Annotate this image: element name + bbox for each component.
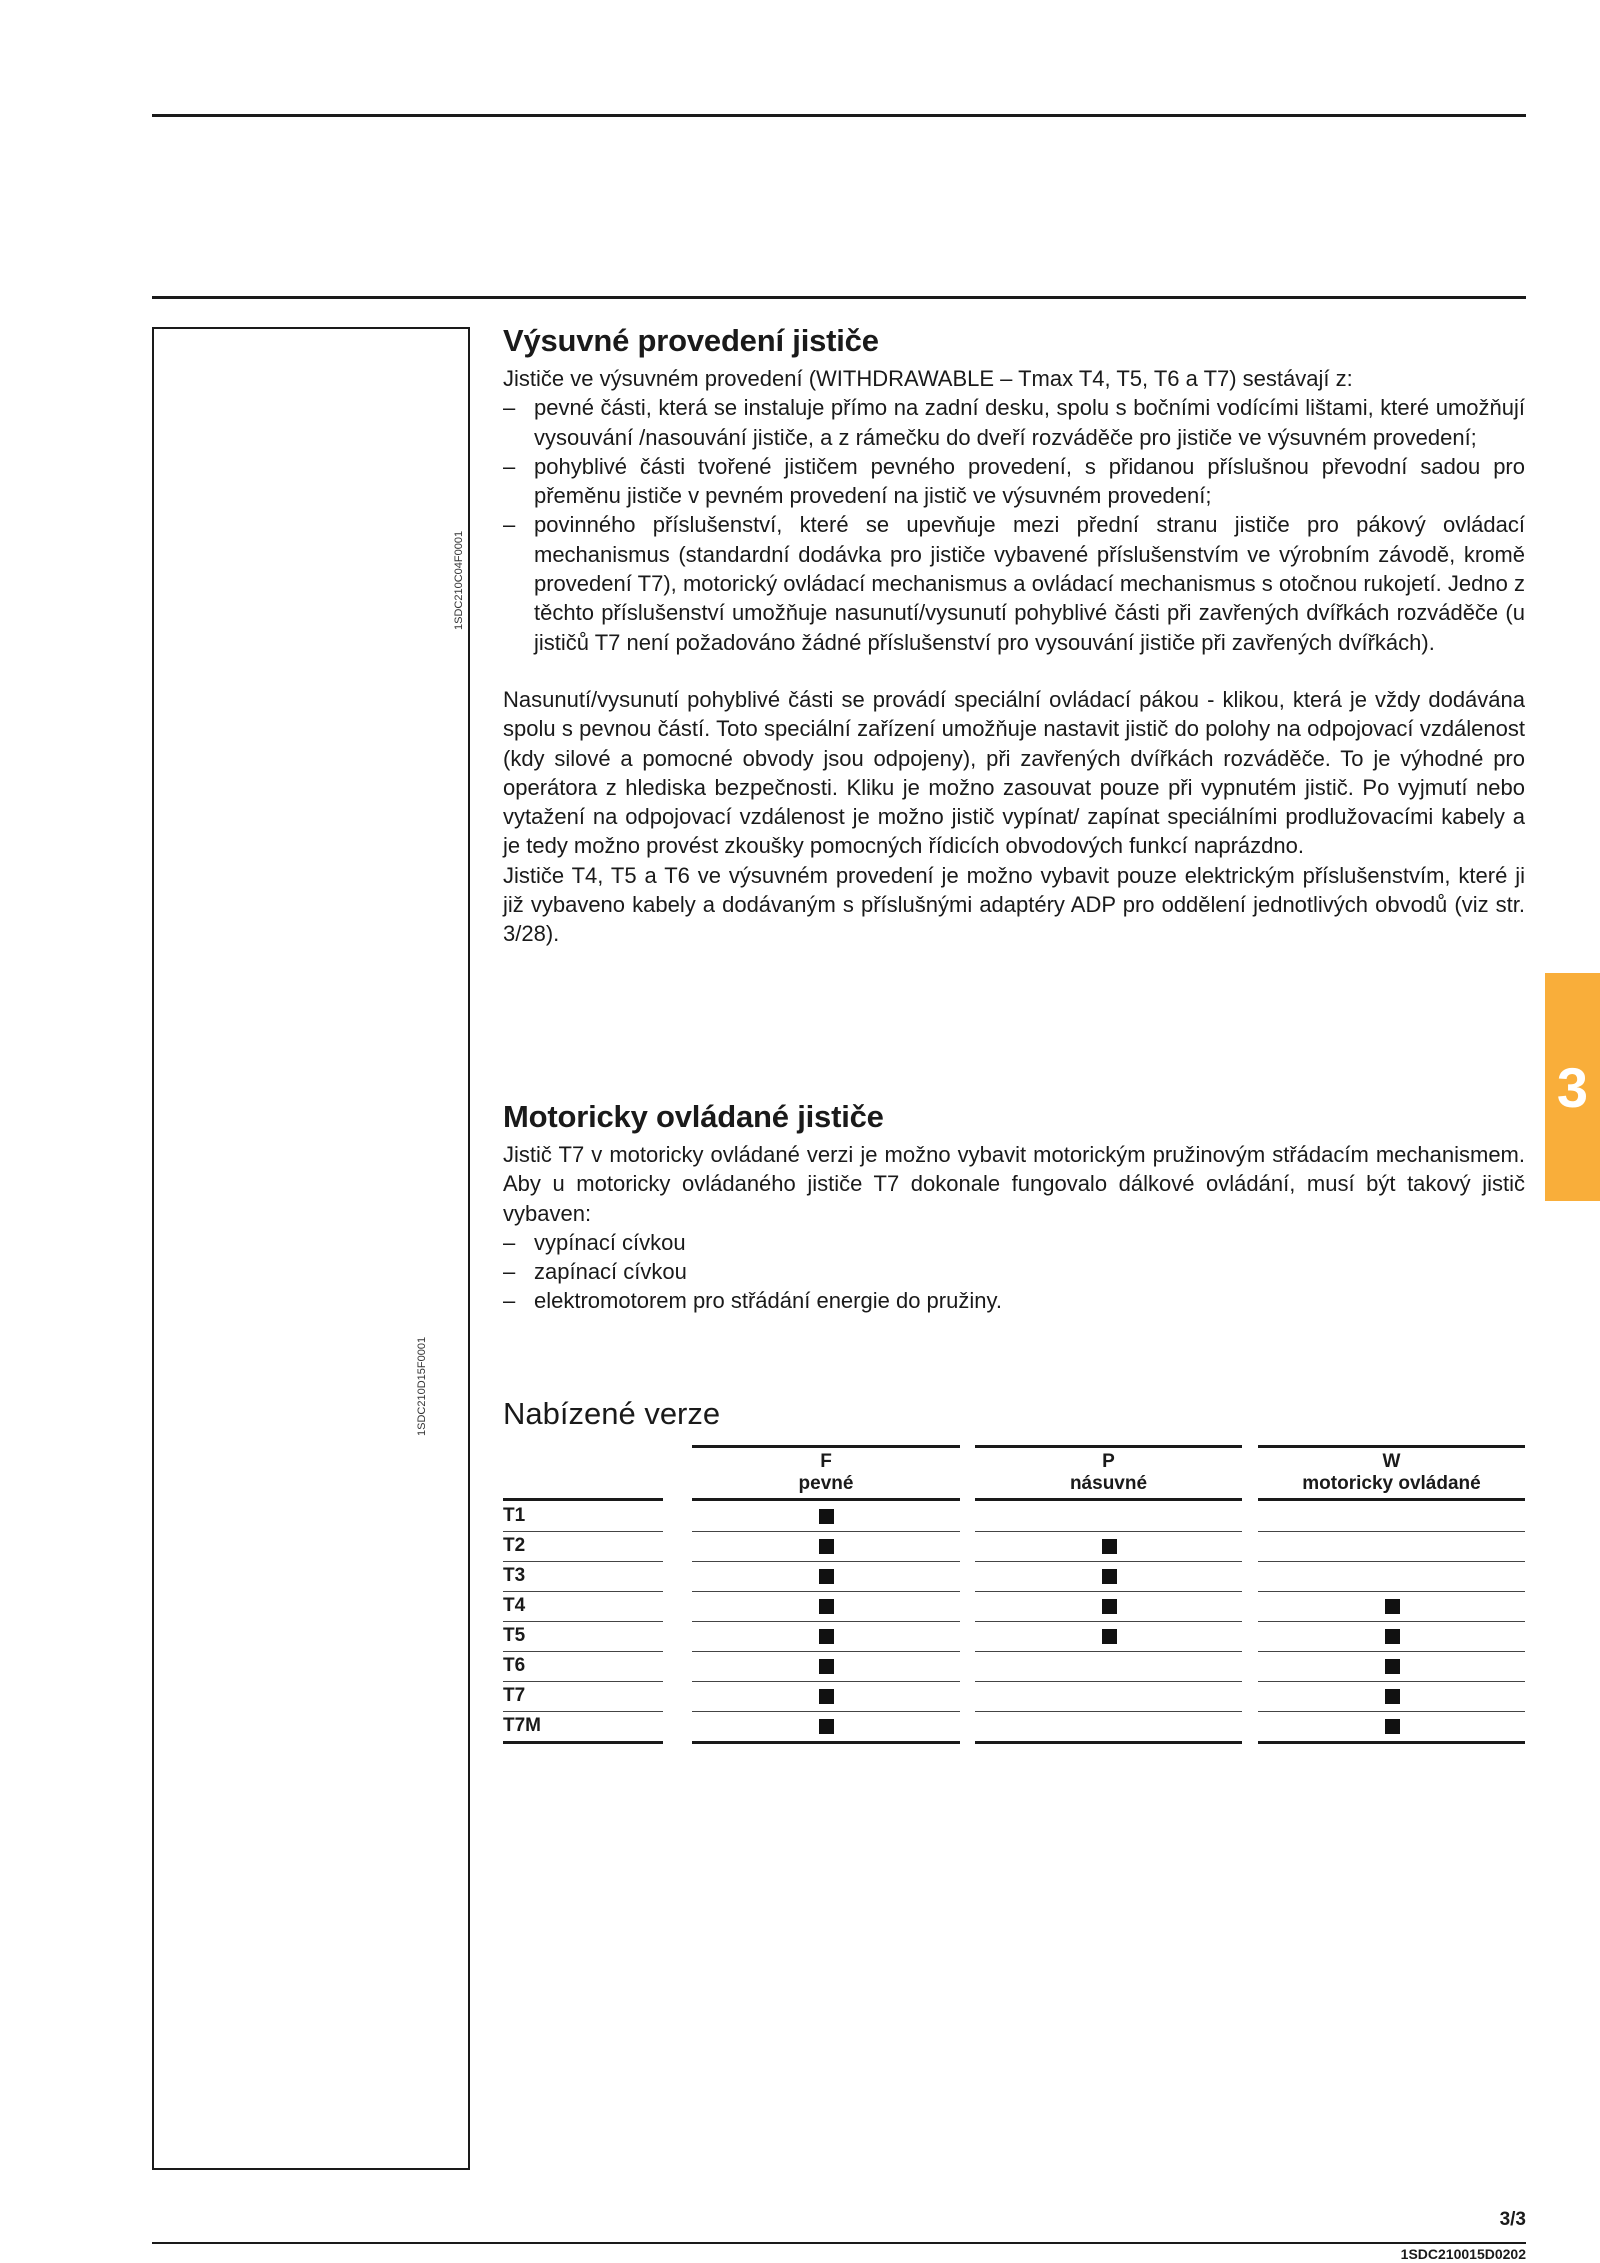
availability-mark xyxy=(819,1599,834,1614)
availability-mark xyxy=(1102,1599,1117,1614)
section-title: Nabízené verze xyxy=(503,1396,721,1431)
row-rule xyxy=(692,1531,960,1532)
row-rule xyxy=(975,1711,1242,1712)
availability-mark xyxy=(1385,1719,1400,1734)
column-label: pevné xyxy=(798,1473,854,1494)
section-intro: Jistič T7 v motoricky ovládané verzi je možno vybavit motorickým pružinovým střádacím mechanismem. Aby u motoricky ovládaného jističe T7 dokonale fungovalo dálkové ovládání, musí být takový jistič vybaven: xyxy=(503,1142,1525,1226)
availability-mark xyxy=(819,1539,834,1554)
list-item: – vypínací cívkou xyxy=(503,1228,1525,1257)
column-header-rule xyxy=(1258,1498,1525,1501)
row-rule xyxy=(975,1621,1242,1622)
section-versions xyxy=(503,1393,1525,1435)
header-rule xyxy=(152,296,1526,299)
row-rule xyxy=(692,1621,960,1622)
row-rule xyxy=(692,1651,960,1652)
list-item: – zapínací cívkou xyxy=(503,1257,1525,1286)
row-rule xyxy=(503,1711,663,1712)
column-label: násuvné xyxy=(1069,1473,1148,1494)
paragraph: Jističe T4, T5 a T6 ve výsuvném provedení je možno vybavit pouze elektrickým příslušenstvím, které ji již vybaveno kabely a dodávaným s příslušnými adaptéry ADP pro oddělení jednotlivých obvodů (viz str. 3/28). xyxy=(503,862,1525,947)
column-top-rule xyxy=(1258,1445,1525,1448)
availability-mark xyxy=(1385,1599,1400,1614)
availability-mark xyxy=(1102,1569,1117,1584)
figure-placeholder xyxy=(152,327,470,2170)
list-item: – pohyblivé části tvořené jističem pevného provedení, s přidanou příslušnou převodní sadou pro přeměnu jističe v pevném provedení na jistič ve výsuvném provedení; xyxy=(503,452,1525,511)
availability-mark xyxy=(1385,1629,1400,1644)
top-rule xyxy=(152,114,1526,117)
row-rule xyxy=(1258,1741,1525,1744)
column-label: motoricky ovládané xyxy=(1302,1473,1481,1494)
list-item: – elektromotorem pro střádání energie do pružiny. xyxy=(503,1286,1525,1315)
availability-mark xyxy=(1102,1539,1117,1554)
column-code: W xyxy=(1382,1451,1401,1472)
availability-mark xyxy=(819,1629,834,1644)
requirement-list xyxy=(503,1228,1525,1316)
list-item: – pevné části, která se instaluje přímo na zadní desku, spolu s bočními vodícími lištami, které umožňují vysouvání /nasouvání jističe, a z rámečku do dveří rozváděče pro jističe ve výsuvném provedení; xyxy=(503,393,1525,452)
row-label: T7 xyxy=(503,1685,526,1706)
figure-code: 1SDC210D15F0001 xyxy=(416,1336,428,1436)
row-rule xyxy=(503,1591,663,1592)
section-title: Výsuvné provedení jističe xyxy=(503,323,879,358)
availability-mark xyxy=(1385,1659,1400,1674)
chapter-tab xyxy=(1545,973,1600,1201)
section-motor-operated xyxy=(503,1096,1525,1316)
row-rule xyxy=(1258,1651,1525,1652)
row-rule xyxy=(503,1561,663,1562)
row-label: T4 xyxy=(503,1595,526,1616)
row-rule xyxy=(503,1651,663,1652)
row-label: T3 xyxy=(503,1565,526,1586)
paragraph: Nasunutí/vysunutí pohyblivé části se provádí speciální ovládací pákou - klikou, která je vždy dodávána spolu s pevnou částí. Toto speciální zařízení umožňuje nastavit jistič do polohy na odpojovací vzdálenost (kdy silové a pomocné obvody jsou odpojeny), při zavřených dvířkách rozváděče. To je výhodné pro operátora z hlediska bezpečnosti. Kliku je možno zasouvat pouze při vypnutém jistič. Po vyjmutí nebo vytažení na odpojovací vzdálenost je možno jistič vypínat/ zapínat speciálními prodlužovacími kabely a je tedy možno provést zkoušky pomocných řídicích obvodových funkcí naprázdno. xyxy=(503,686,1525,859)
page-number: 3/3 xyxy=(1499,2209,1526,2230)
row-rule xyxy=(975,1681,1242,1682)
row-rule xyxy=(1258,1681,1525,1682)
availability-mark xyxy=(1102,1629,1117,1644)
availability-mark xyxy=(819,1569,834,1584)
availability-mark xyxy=(819,1689,834,1704)
row-rule xyxy=(1258,1621,1525,1622)
section-withdrawable xyxy=(503,320,1525,949)
column-code: P xyxy=(1102,1451,1115,1472)
component-list xyxy=(503,393,1525,657)
section-intro: Jističe ve výsuvném provedení (WITHDRAWABLE – Tmax T4, T5, T6 a T7) sestávají z: xyxy=(503,366,1353,391)
column-header-rule xyxy=(975,1498,1242,1501)
row-rule xyxy=(692,1711,960,1712)
row-rule xyxy=(975,1651,1242,1652)
row-label: T5 xyxy=(503,1625,526,1646)
document-code: 1SDC210015D0202 xyxy=(1400,2246,1526,2262)
availability-mark xyxy=(819,1509,834,1524)
row-rule xyxy=(503,1621,663,1622)
label-header-rule xyxy=(503,1498,663,1501)
figure-code: 1SDC210C04F0001 xyxy=(453,530,465,630)
row-rule xyxy=(692,1591,960,1592)
row-rule xyxy=(1258,1591,1525,1592)
availability-mark xyxy=(819,1659,834,1674)
row-rule xyxy=(975,1741,1242,1744)
row-label: T1 xyxy=(503,1505,526,1526)
list-item: – povinného příslušenství, které se upevňuje mezi přední stranu jističe pro pákový ovládací mechanismus (standardní dodávka pro jističe vybavené příslušenstvím ve výrobním závodě, kromě provedení T7), motorický ovládací mechanismus a ovládací mechanismus s otočnou rukojetí. Jedno z těchto příslušenství umožňuje nasunutí/vysunutí pohyblivé části při zavřených dvířkách rozváděče (u jističů T7 není požadováno žádné příslušenství pro vysouvání jističe při zavřených dvířkách). xyxy=(503,510,1525,656)
row-rule xyxy=(1258,1561,1525,1562)
column-top-rule xyxy=(692,1445,960,1448)
row-rule xyxy=(1258,1531,1525,1532)
column-top-rule xyxy=(975,1445,1242,1448)
row-rule xyxy=(692,1561,960,1562)
row-label: T2 xyxy=(503,1535,526,1556)
row-label: T6 xyxy=(503,1655,526,1676)
row-rule xyxy=(692,1741,960,1744)
chapter-number: 3 xyxy=(1556,1055,1589,1119)
footer-rule xyxy=(152,2242,1526,2244)
availability-mark xyxy=(1385,1689,1400,1704)
row-label: T7M xyxy=(503,1715,541,1736)
availability-mark xyxy=(819,1719,834,1734)
section-title: Motoricky ovládané jističe xyxy=(503,1099,884,1134)
row-rule xyxy=(975,1531,1242,1532)
row-rule xyxy=(1258,1711,1525,1712)
row-rule xyxy=(503,1531,663,1532)
row-rule xyxy=(503,1681,663,1682)
row-rule xyxy=(503,1741,663,1744)
row-rule xyxy=(975,1561,1242,1562)
row-rule xyxy=(692,1681,960,1682)
column-header-rule xyxy=(692,1498,960,1501)
column-code: F xyxy=(820,1451,832,1472)
row-rule xyxy=(975,1591,1242,1592)
